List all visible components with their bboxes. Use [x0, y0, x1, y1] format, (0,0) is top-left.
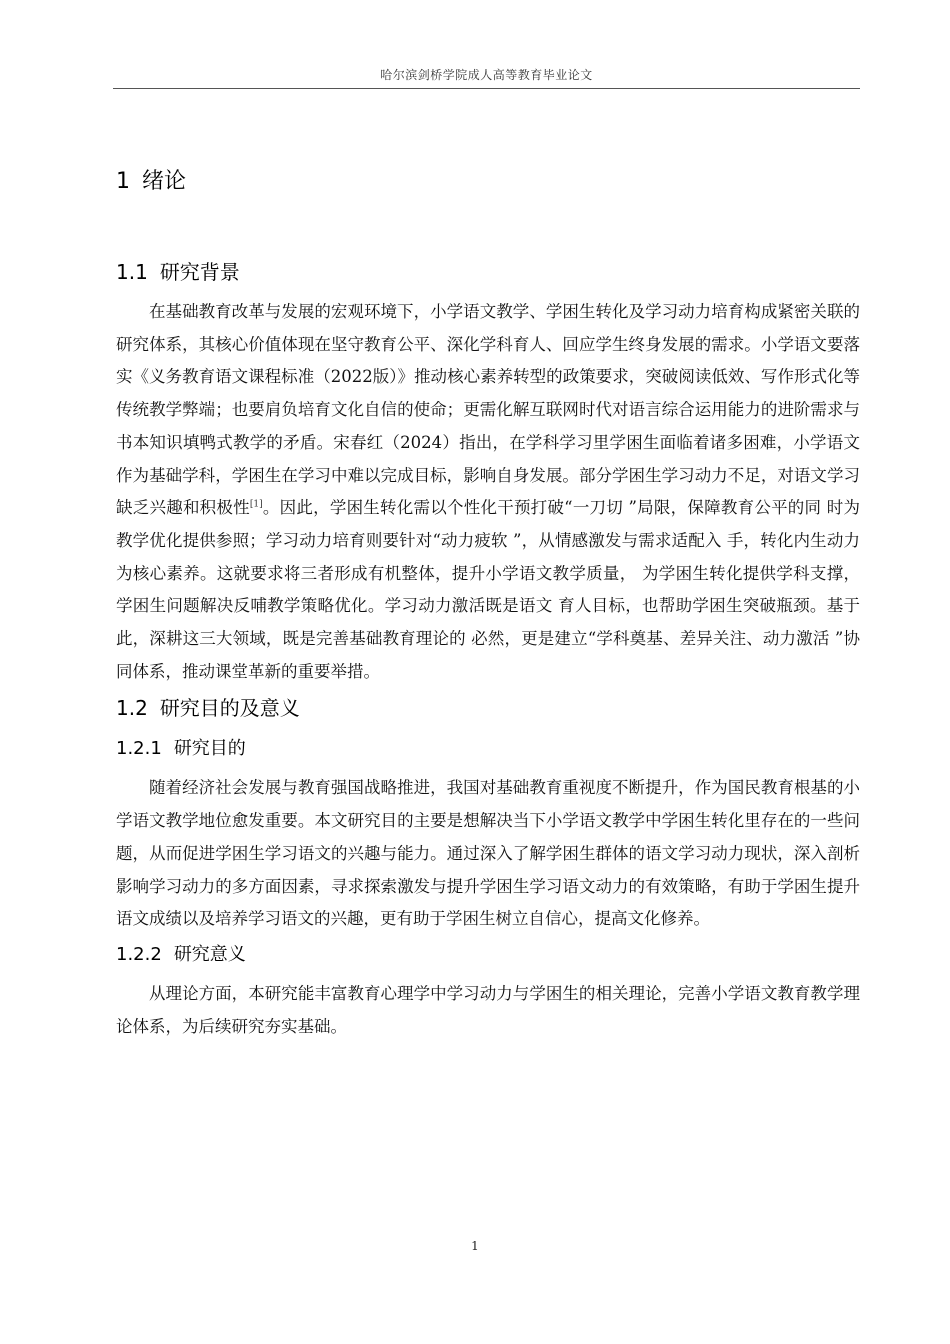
- purpose-paragraph: 随着经济社会发展与教育强国战略推进，我国对基础教育重视度不断提升，作为国民教育根基的小学语文教学地位愈发重要。本文研究目的主要是想解决当下小学语文教学中学困生转化里存在的一些问题，从而促进学困生学习语文的兴趣与能力。通过深入了解学困生群体的语文学习动力现状，深入剖析影响学习动力的多方面因素，寻求探索激发与提升学困生学习语文动力的有效策略，有助于学困生提升语文成绩以及培养学习语文的兴趣，更有助于学困生树立自信心，提高文化修养。: [116, 778, 860, 929]
- running-header: 哈尔滨剑桥学院成人高等教育毕业论文: [380, 68, 593, 82]
- section-heading-purpose-significance: [116, 692, 860, 724]
- subsection-number: 1.2.1: [116, 738, 162, 760]
- section-heading-background: [116, 256, 860, 288]
- subsection-heading-significance: [116, 940, 860, 970]
- chapter-heading: [116, 164, 860, 200]
- body-content: [116, 150, 860, 1043]
- page-number: 1: [471, 1239, 479, 1253]
- section-title: 研究背景: [159, 260, 240, 284]
- background-text-part-2: 。因此，学困生转化需以个性化干预打破“一刀切 ”局限，保障教育公平的同 时为教学优化提供参照；学习动力培育则要针对“动力疲软 ”，从情感激发与需求适配入 手，转化内生动力为核心素养。这就要求将三者形成有机整体，提升小学语文教学质量， 为学困生转化提供学科支撑，学困生问题解决反哺教学策略优化。学习动力激活既是语文 育人目标，也帮助学困生突破瓶颈。基于此，深耕这三大领域，既是完善基础教育理论的 必然，更是建立“学科奠基、差异关注、动力激活 ”协同体系，推动课堂革新的重要举措。: [116, 498, 861, 681]
- chapter-number: 1: [116, 169, 130, 194]
- background-text-part-1: 在基础教育改革与发展的宏观环境下，小学语文教学、学困生转化及学习动力培育构成紧密关联的研究体系，其核心价值体现在坚守教育公平、深化学科育人、回应学生终身发展的需求。小学语文要落实《义务教育语文课程标准（2022版）》推动核心素养转型的政策要求，突破阅读低效、写作形式化等传统教学弊端；也要肩负培育文化自信的使命；更需化解互联网时代对语言综合运用能力的进阶需求与书本知识填鸭式教学的矛盾。宋春红（2024）指出，在学科学习里学困生面临着诸多困难，小学语文作为基础学科，学困生在学习中难以完成目标，影响自身发展。部分学困生学习动力不足，对语文学习缺乏兴趣和积极性: [116, 302, 860, 518]
- subsection-number: 1.2.2: [116, 943, 162, 965]
- subsection-title: 研究目的: [173, 738, 246, 760]
- significance-paragraph: 从理论方面，本研究能丰富教育心理学中学习动力与学困生的相关理论，完善小学语文教育教学理论体系，为后续研究夯实基础。: [116, 983, 860, 1036]
- header-rule: [113, 88, 860, 89]
- chapter-title: 绪论: [142, 169, 187, 194]
- subsection-title: 研究意义: [173, 943, 246, 965]
- section-title: 研究目的及意义: [159, 696, 300, 721]
- subsection-heading-purpose: [116, 734, 860, 764]
- background-paragraph: [116, 296, 860, 688]
- citation-marker: [1]: [249, 499, 263, 510]
- section-number: 1.1: [116, 260, 148, 284]
- section-number: 1.2: [116, 696, 148, 721]
